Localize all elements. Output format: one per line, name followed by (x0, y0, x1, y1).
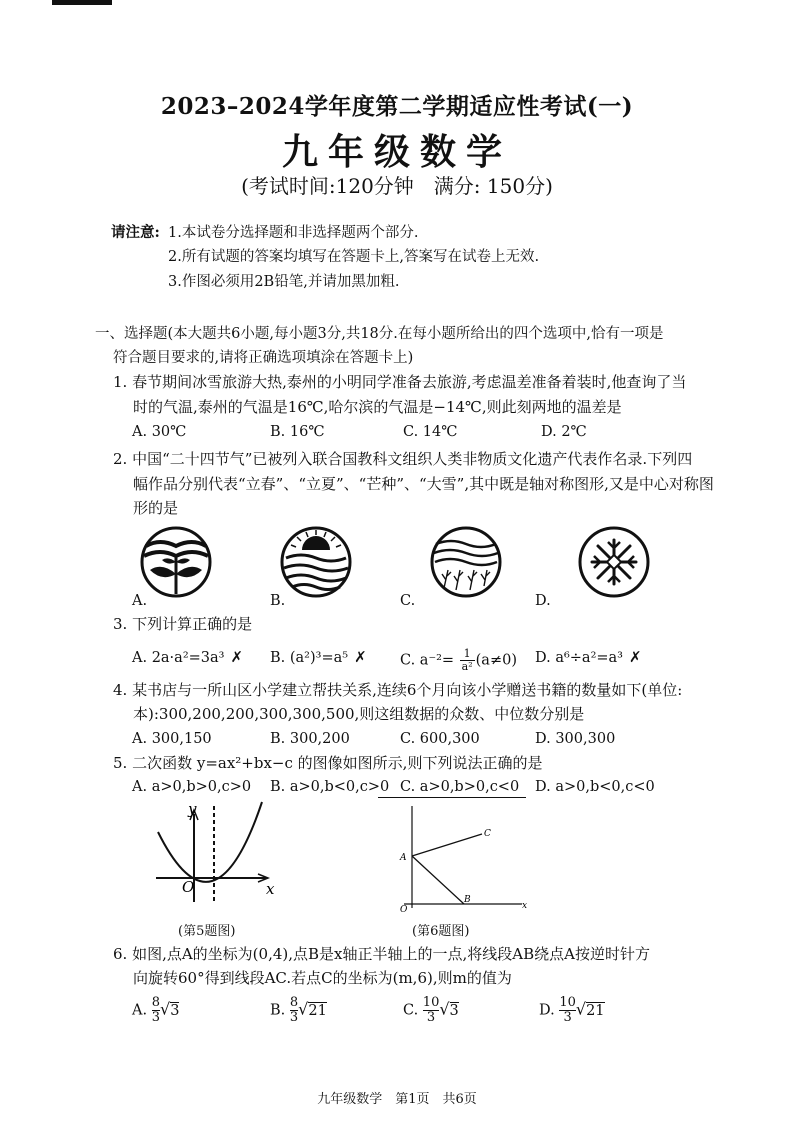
note-item-2: 2.所有试题的答案均填写在答题卡上,答案写在试卷上无效. (168, 249, 540, 265)
q6-option-d-fraction (559, 996, 576, 1025)
fraction-numerator: 8 (289, 995, 299, 1010)
q6-option-d (539, 996, 605, 1025)
radicand: 21 (586, 1002, 605, 1019)
q5-option-a: A. a>0,b>0,c>0 (132, 779, 252, 795)
section-heading-line2: 符合题目要求的,请将正确选项填涂在答题卡上) (113, 350, 414, 366)
fig6-caption: (第6题图) (412, 924, 470, 939)
q3-option-c-fraction (460, 648, 475, 673)
q5-stem: 5. 二次函数 y=ax²+bx−c 的图像如图所示,则下列说法正确的是 (113, 754, 543, 772)
exam-title: 2023–2024学年度第二学期适应性考试(一) (160, 93, 634, 120)
q6-option-b-fraction (290, 996, 298, 1025)
q3-option-c-condition: (a≠0) (475, 652, 517, 669)
fraction-denominator: 3 (426, 1010, 436, 1025)
fig6-coordinate-graph (390, 800, 540, 915)
cross-mark-icon: ✗ (354, 648, 367, 666)
q4-stem-line2: 本):300,200,200,300,300,500,则这组数据的众数、中位数分别是 (133, 705, 585, 723)
q6-option-d-label: D. (539, 1002, 555, 1019)
solar-term-daxue-image (578, 526, 650, 598)
q6-option-c-label: C. (403, 1002, 419, 1019)
q5-option-c: C. a>0,b>0,c<0 (400, 779, 520, 795)
q4-option-b: B. 300,200 (270, 731, 350, 747)
q1-option-c: C. 14℃ (403, 424, 458, 440)
note-item-1: 1.本试卷分选择题和非选择题两个部分. (168, 225, 419, 241)
sqrt-icon: √ (159, 999, 171, 1019)
q1-option-a: A. 30℃ (132, 424, 187, 440)
page-footer: 九年级数学 第1页 共6页 (317, 1092, 477, 1107)
cross-mark-icon: ✗ (230, 648, 244, 666)
q2-option-b: B. (270, 593, 286, 609)
q6-stem-line2: 向旋转60°得到线段AC.若点C的坐标为(m,6),则m的值为 (133, 969, 512, 987)
fig5-x-label: x (266, 880, 275, 898)
solar-term-lichun-image (140, 526, 212, 598)
sqrt-icon: √ (439, 999, 450, 1019)
notes-label: 请注意: (111, 224, 160, 241)
fig6-point-c-label: C (484, 829, 491, 839)
fraction-numerator: 10 (422, 995, 440, 1010)
q1-option-d: D. 2℃ (541, 424, 587, 440)
q4-stem-line1: 4. 某书店与一所山区小学建立帮扶关系,连续6个月向该小学赠送书籍的数量如下(单位: (113, 681, 683, 699)
radicand: 3 (170, 1002, 180, 1019)
q6-option-b-label: B. (270, 1002, 286, 1019)
radicand: 21 (308, 1002, 327, 1019)
fig5-y-label: y (188, 800, 197, 818)
q6-option-a-label: A. (132, 1002, 148, 1019)
q6-option-c-fraction (423, 996, 440, 1025)
fraction-denominator: 3 (151, 1010, 160, 1025)
q3-option-d-text: D. a⁶÷a²=a³ (535, 650, 623, 666)
q4-option-d: D. 300,300 (535, 731, 616, 747)
sqrt-icon: √ (298, 999, 309, 1019)
q2-option-a: A. (132, 593, 148, 609)
subject-title: 九年级数学 (281, 132, 512, 173)
q2-stem-line2: 幅作品分别代表“立春”、“立夏”、“芒种”、“大雪”,其中既是轴对称图形,又是中心对称图 (133, 475, 714, 493)
scan-corner-mark (52, 0, 112, 5)
q4-option-a: A. 300,150 (132, 731, 212, 747)
fig5-parabola-graph (148, 800, 283, 910)
cross-mark-icon: ✗ (629, 648, 642, 666)
q3-option-c-text: C. a⁻²= (400, 652, 455, 669)
q3-stem: 3. 下列计算正确的是 (113, 615, 253, 633)
q6-option-c (403, 996, 459, 1025)
fraction-numerator: 1 (460, 648, 475, 661)
q2-option-d: D. (535, 593, 551, 609)
q5-option-d: D. a>0,b<0,c<0 (535, 779, 655, 795)
fig5-origin-label: O (182, 878, 195, 896)
solar-term-lixia-image (280, 526, 352, 598)
fig6-x-label: x (522, 901, 528, 911)
q1-stem-line2: 时的气温,泰州的气温是16℃,哈尔滨的气温是−14℃,则此刻两地的温差是 (133, 398, 622, 416)
q3-option-d (535, 648, 642, 666)
q4-option-c: C. 600,300 (400, 731, 480, 747)
section-heading-line1: 一、选择题(本大题共6小题,每小题3分,共18分.在每小题所给出的四个选项中,恰有一项是 (95, 326, 664, 342)
q5-option-b: B. a>0,b<0,c>0 (270, 779, 390, 795)
q6-stem-line1: 6. 如图,点A的坐标为(0,4),点B是x轴正半轴上的一点,将线段AB绕点A按逆时针方 (113, 945, 650, 963)
q2-option-c: C. (400, 593, 416, 609)
q6-option-b (270, 996, 327, 1025)
exam-info: (考试时间:120分钟 满分: 150分) (241, 174, 553, 198)
fig5-caption: (第5题图) (178, 924, 236, 939)
radicand: 3 (449, 1002, 459, 1019)
q2-stem-line3: 形的是 (133, 499, 179, 517)
fig6-point-b-label: B (464, 895, 471, 905)
q6-option-a (132, 996, 179, 1025)
note-item-3: 3.作图必须用2B铅笔,并请加黑加粗. (168, 274, 400, 290)
q3-option-b (270, 648, 367, 666)
q3-option-a-text: A. 2a·a²=3a³ (132, 650, 225, 666)
q3-option-c (400, 648, 517, 673)
solar-term-mangzhong-image (430, 526, 502, 598)
q2-stem-line1: 2. 中国“二十四节气”已被列入联合国教科文组织人类非物质文化遗产代表作名录.下列四 (113, 450, 693, 468)
fraction-denominator: a² (461, 660, 473, 673)
q6-option-a-fraction (152, 996, 160, 1025)
q3-option-a (132, 648, 243, 666)
fig6-origin-label: O (400, 905, 408, 915)
q3-option-b-text: B. (a²)³=a⁵ (270, 650, 349, 666)
fig6-point-a-label: A (400, 853, 407, 863)
fraction-numerator: 8 (151, 995, 160, 1010)
fraction-numerator: 10 (559, 995, 576, 1010)
q1-option-b: B. 16℃ (270, 424, 325, 440)
q1-stem-line1: 1. 春节期间冰雪旅游大热,泰州的小明同学准备去旅游,考虑温差准备着装时,他查询了当 (113, 373, 687, 391)
fraction-denominator: 3 (563, 1010, 572, 1025)
fraction-denominator: 3 (289, 1010, 299, 1025)
q5-handwritten-underline (378, 797, 526, 798)
sqrt-icon: √ (575, 999, 587, 1019)
